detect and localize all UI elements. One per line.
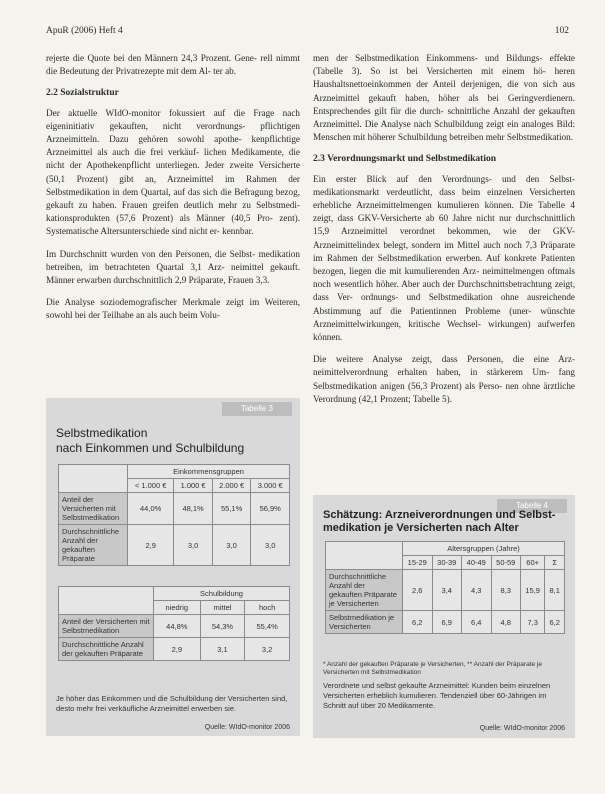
column-header: 2.000 € xyxy=(212,479,251,493)
table-row: Durchschnittliche Anzahl der gekauften Präparate 2,9 3,0 3,0 3,0 xyxy=(59,525,290,566)
table-title: Schätzung: Arzneiverordnungen und Selbst- medikation je Versicherten nach Alter xyxy=(323,509,556,534)
table-row: Durchschnittliche Anzahl der gekauften Präparate 2,9 3,1 3,2 xyxy=(59,638,290,661)
table-row: Anteil der Versicherten mit Selbstmedikation 44,8% 54,3% 55,4% xyxy=(59,615,290,638)
paragraph: Ein erster Blick auf den Verordnungs- und den Selbst- medikationsmarkt verdeutlicht, dass beim einzelnen Versicherten erhebliche Arzneimittelmengen kumulieren können. Die Tabelle 4 zeigt, dass GKV-Versicherte ab 60 Jahre nicht nur durchschnittlich 15,9 Arzneimittel verordnet bekommen, wie der GKV-Arzneimittelindex belegt, sondern im Mittel auch noch 7,3 Präparate im Rahmen der Selbstmedikation erwerben. Auf konkrete Patienten bezogen, liegen die mit kumulierenden Arz- neimittelmengen oftmals noch wesentlich höher. Aber auch der Durchschnittsbetrachtung zeigt, dass Ver- ordnungs- und Selbstmedikation ohne ausreichende Abstimmung auf die Patientinnen Probleme (uner- wünschte Arzneimittelwirkungen, kritische Wechsel- wirkungen) aufwerfen können. xyxy=(313,173,575,343)
table-note: Verordnete und selbst gekaufte Arzneimittel: Kunden beim einzelnen Versicherten erheblich kumulieren. Tendenziell über 60-Jährigen im Schnitt auf über 20 Medikamente. xyxy=(323,681,551,710)
table-source: Quelle: WIdO-monitor 2006 xyxy=(204,724,290,731)
income-group-header: Einkommensgruppen xyxy=(128,465,290,479)
table-row: Durchschnittliche Anzahl der gekauften Präparate je Versicherten 2,6 3,4 4,3 8,3 15,9 8,1 xyxy=(326,570,565,611)
paragraph: rejerte die Quote bei den Männern 24,3 Prozent. Gene- rell nimmt die Bedeutung der Privatrezepte mit dem Al- ter ab. xyxy=(46,53,300,77)
table-row: Anteil der Versicherten mit Selbstmedikation 44,0% 48,1% 55,1% 56,9% xyxy=(59,493,290,525)
table-source: Quelle: WIdO-monitor 2006 xyxy=(479,725,565,732)
table-tag: Tabelle 3 xyxy=(222,402,292,416)
column-header: 40-49 xyxy=(462,556,492,570)
page-number: 102 xyxy=(554,26,569,36)
column-header: 1.000 € xyxy=(174,479,213,493)
column-header: 30-39 xyxy=(432,556,462,570)
paragraph: Der aktuelle WIdO-monitor fokussiert auf die Frage nach eigeninitiativ gekauften, nicht verordnungs- pflichtigen Arzneimitteln. Dazu gehören sowohl apothe- kenpflichtige Arzneimittel als auch die frei verkäuf- lichen Medikamente, die nicht der Apothekenpflicht unterliegen. Jeder zweite Versicherte (50,1 Prozent) gibt an, Arzneimittel im Rahmen der Selbstmedikation in dem Quartal, auf das sich die Befragung bezog, gekauft zu haben. Frauen greifen deutlich mehr zu Selbstmedi- kationsprodukten (57,6 Prozent) als Männer (40,5 Pro- zent). Systematische Altersunterschiede sind nicht er- kennbar. xyxy=(46,107,300,237)
journal-reference: ApuR (2006) Heft 4 xyxy=(46,26,123,36)
education-header: Schulbildung xyxy=(154,587,290,601)
section-heading: 2.2 Sozialstruktur xyxy=(46,88,119,99)
section-heading: 2.3 Verordnungsmarkt und Selbstmedikation xyxy=(313,154,497,165)
table-row: Selbstmedikation je Versicherten 6,2 6,9 6,4 4,8 7,3 6,2 xyxy=(326,611,565,634)
age-group-header: Altersgruppen (Jahre) xyxy=(403,542,565,556)
table-4-box xyxy=(313,495,575,738)
paragraph: Die Analyse soziodemografischer Merkmale zeigt im Weiteren, sowohl bei der Teilhabe an als auch beim Volu- xyxy=(46,297,300,321)
column-header: 60+ xyxy=(521,556,545,570)
page-header xyxy=(46,26,569,40)
column-header: 50-59 xyxy=(491,556,521,570)
left-column xyxy=(46,52,300,332)
column-header: niedrig xyxy=(154,601,201,615)
age-table xyxy=(325,541,565,634)
table-title: Selbstmedikation nach Einkommen und Schulbildung xyxy=(56,426,245,455)
table-note: Je höher das Einkommen und die Schulbildung der Versicherten sind, desto mehr frei verkäufliche Arzneimittel erwerben sie. xyxy=(56,694,288,713)
education-table xyxy=(58,586,290,661)
column-header: 15-29 xyxy=(403,556,433,570)
income-table xyxy=(58,464,290,566)
paragraph: men der Selbstmedikation Einkommens- und Bildungs- effekte (Tabelle 3). So ist bei Versicherten mit einem hö- heren Haushaltsnettoeinkommen der Anteil derjenigen, die von sich aus Arzneimittel gekauft haben, höher als bei Geringverdienern. Entsprechendes gilt für die durch- schnittliche Anzahl der gekauften Arzneimittel. Die Analyse nach Schulbildung zeigt ein analoges Bild: Menschen mit höherer Schulbildung betreiben mehr Selbstmedikation. xyxy=(313,53,575,143)
column-header: hoch xyxy=(245,601,290,615)
column-header: < 1.000 € xyxy=(128,479,174,493)
table-tag: Tabelle 4 xyxy=(497,499,567,513)
paragraph: Die weitere Analyse zeigt, dass Personen, die eine Arz- neimittelverordnung erhalten haben, in stärkerem Um- fang Selbstmedikation anigen (56,3 Prozent) als Perso- nen ohne ärztliche Verordnung (42,1 Prozent; Tabelle 5). xyxy=(313,354,575,404)
column-header: Σ xyxy=(545,556,565,570)
column-header: 3.000 € xyxy=(251,479,290,493)
right-column xyxy=(313,52,575,415)
column-header: mittel xyxy=(200,601,245,615)
table-footnote: * Anzahl der gekauften Präparate je Versicherten, ** Anzahl der Präparate je Versicherten mit Selbstmedikation xyxy=(323,661,542,676)
table-3-box xyxy=(46,398,300,736)
paragraph: Im Durchschnitt wurden von den Personen, die Selbst- medikation betreiben, im betrachteten Quartal 3,1 Arz- neimittel gekauft. Männer erwarben durchschnittlich 2,9 Präparate, Frauen 3,3. xyxy=(46,248,300,286)
